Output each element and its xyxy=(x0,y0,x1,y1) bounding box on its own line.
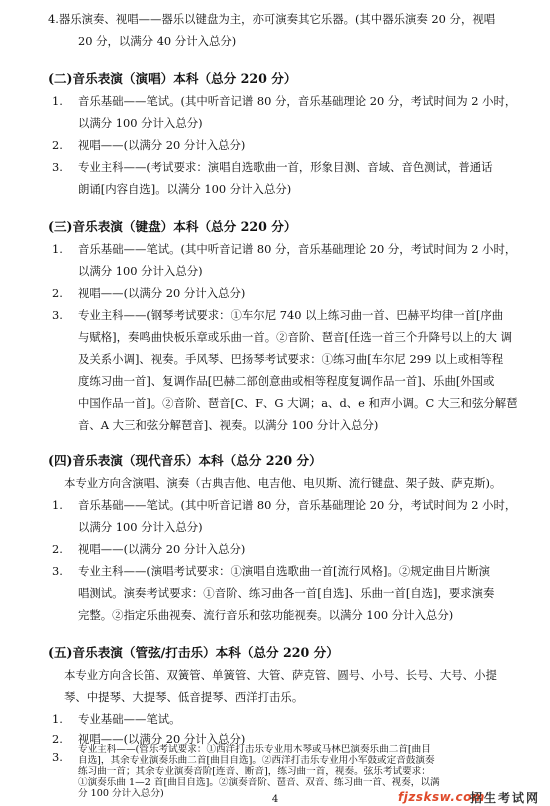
item-number: 3. xyxy=(52,160,63,174)
intro-line-2: 20 分，以满分 40 分计入总分) xyxy=(78,34,237,48)
item-number: 3. xyxy=(52,308,63,322)
s5-intro-line-2: 琴、中提琴、大提琴、低音提琴、西洋打击乐。 xyxy=(64,690,304,704)
s4-item-3-line-3: 完整。②指定乐曲视奏、流行音乐和弦功能视奏。以满分 100 分计入总分) xyxy=(78,608,454,622)
s3-item-3-line-6: 音、A 大三和弦分解琶音]、视奏。以满分 100 分计入总分) xyxy=(78,418,379,432)
section-4-title: (四)音乐表演（现代音乐）本科（总分 220 分） xyxy=(48,453,322,468)
item-number: 2. xyxy=(52,542,63,556)
item-number: 1. xyxy=(52,242,63,256)
watermark-cn: 招生考试网 xyxy=(470,791,541,805)
item-number: 2. xyxy=(52,286,63,300)
s4-item-1-line-1: 音乐基础——笔试。(其中听音记谱 80 分，音乐基础理论 20 分，考试时间为 2 小时， xyxy=(78,498,517,512)
s5-item-1: 专业基础——笔试。 xyxy=(78,712,181,726)
s5-item-3-line-3: 练习曲一首；其余专业演奏音阶[连音、断音]，练习曲一首，视奏。弦乐考试要求： xyxy=(78,766,431,777)
s5-item-3-line-2: 自选]，其余专业演奏乐曲二首[曲目自选]。②西洋打击乐专业用小军鼓或定音鼓演奏 xyxy=(78,755,435,766)
s5-item-3-line-4: ①演奏乐曲 1—2 首[曲目自选]。②演奏音阶、琶音、双音、练习曲一首、视奏，以满 xyxy=(78,777,440,788)
item-number: 3. xyxy=(52,750,63,764)
s2-item-3-line-2: 朗诵[内容自选]。以满分 100 分计入总分) xyxy=(78,182,292,196)
s5-item-3-line-1: 专业主科——(管乐考试要求：①西洋打击乐专业用木琴或马林巴演奏乐曲二首[曲目 xyxy=(78,744,431,755)
s4-item-1-line-2: 以满分 100 分计入总分) xyxy=(78,520,203,534)
intro-line-1: 4.器乐演奏、视唱——器乐以键盘为主，亦可演奏其它乐器。(其中器乐演奏 20 分，视唱 xyxy=(48,12,496,26)
s2-item-1-line-1: 音乐基础——笔试。(其中听音记谱 80 分，音乐基础理论 20 分，考试时间为 2 小时， xyxy=(78,94,517,108)
item-number: 2. xyxy=(52,732,63,746)
section-2-title: (二)音乐表演（演唱）本科（总分 220 分） xyxy=(48,71,297,86)
item-number: 1. xyxy=(52,498,63,512)
s3-item-3-line-4: 度练习曲一首]、复调作品[巴赫二部创意曲或相等程度复调作品一首]、乐曲[外国或 xyxy=(78,374,495,388)
s2-item-3-line-1: 专业主科——(考试要求：演唱自选歌曲一首，形象目测、音域、音色测试，普通话 xyxy=(78,160,493,174)
section-3-title: (三)音乐表演（键盘）本科（总分 220 分） xyxy=(48,219,297,234)
s3-item-1-line-2: 以满分 100 分计入总分) xyxy=(78,264,203,278)
item-number: 1. xyxy=(52,94,63,108)
s4-item-2: 视唱——(以满分 20 分计入总分) xyxy=(78,542,246,556)
s3-item-3-line-1: 专业主科——(钢琴考试要求：①车尔尼 740 以上练习曲一首、巴赫平均律一首[序曲 xyxy=(78,308,504,322)
s3-item-2: 视唱——(以满分 20 分计入总分) xyxy=(78,286,246,300)
page-number: 4 xyxy=(271,794,279,805)
item-number: 1. xyxy=(52,712,63,726)
s4-intro: 本专业方向含演唱、演奏（古典吉他、电吉他、电贝斯、流行键盘、架子鼓、萨克斯)。 xyxy=(64,476,502,490)
s2-item-1-line-2: 以满分 100 分计入总分) xyxy=(78,116,203,130)
s5-item-3-line-5: 分 100 分计入总分) xyxy=(78,788,164,799)
s3-item-3-line-5: 中国作品一首]。②音阶、琶音[C、F、G 大调；a、d、e 和声小调。C 大三和弦分解琶 xyxy=(78,396,518,410)
watermark-brand: fjzsksw.com xyxy=(398,790,485,804)
item-number: 3. xyxy=(52,564,63,578)
s3-item-3-line-2: 与赋格]，奏鸣曲快板乐章或乐曲一首。②音阶、琶音[任选一首三个升降号以上的大 调 xyxy=(78,330,512,344)
s4-item-3-line-1: 专业主科——(演唱考试要求：①演唱自选歌曲一首[流行风格]。②规定曲目片断演 xyxy=(78,564,491,578)
section-5-title: (五)音乐表演（管弦/打击乐）本科（总分 220 分） xyxy=(48,645,339,660)
s3-item-3-line-3: 及关系小调]、视奏。手风琴、巴扬琴考试要求：①练习曲[车尔尼 299 以上或相等程 xyxy=(78,352,504,366)
s2-item-2: 视唱——(以满分 20 分计入总分) xyxy=(78,138,246,152)
s4-item-3-line-2: 唱测试。演奏考试要求：①音阶、练习曲各一首[自选]、乐曲一首[自选]，要求演奏 xyxy=(78,586,495,600)
s5-item-2: 视唱——(以满分 20 分计入总分) xyxy=(78,732,246,746)
s5-intro-line-1: 本专业方向含长笛、双簧管、单簧管、大管、萨克管、圆号、小号、长号、大号、小提 xyxy=(64,668,497,682)
s3-item-1-line-1: 音乐基础——笔试。(其中听音记谱 80 分，音乐基础理论 20 分，考试时间为 2 小时， xyxy=(78,242,517,256)
item-number: 2. xyxy=(52,138,63,152)
